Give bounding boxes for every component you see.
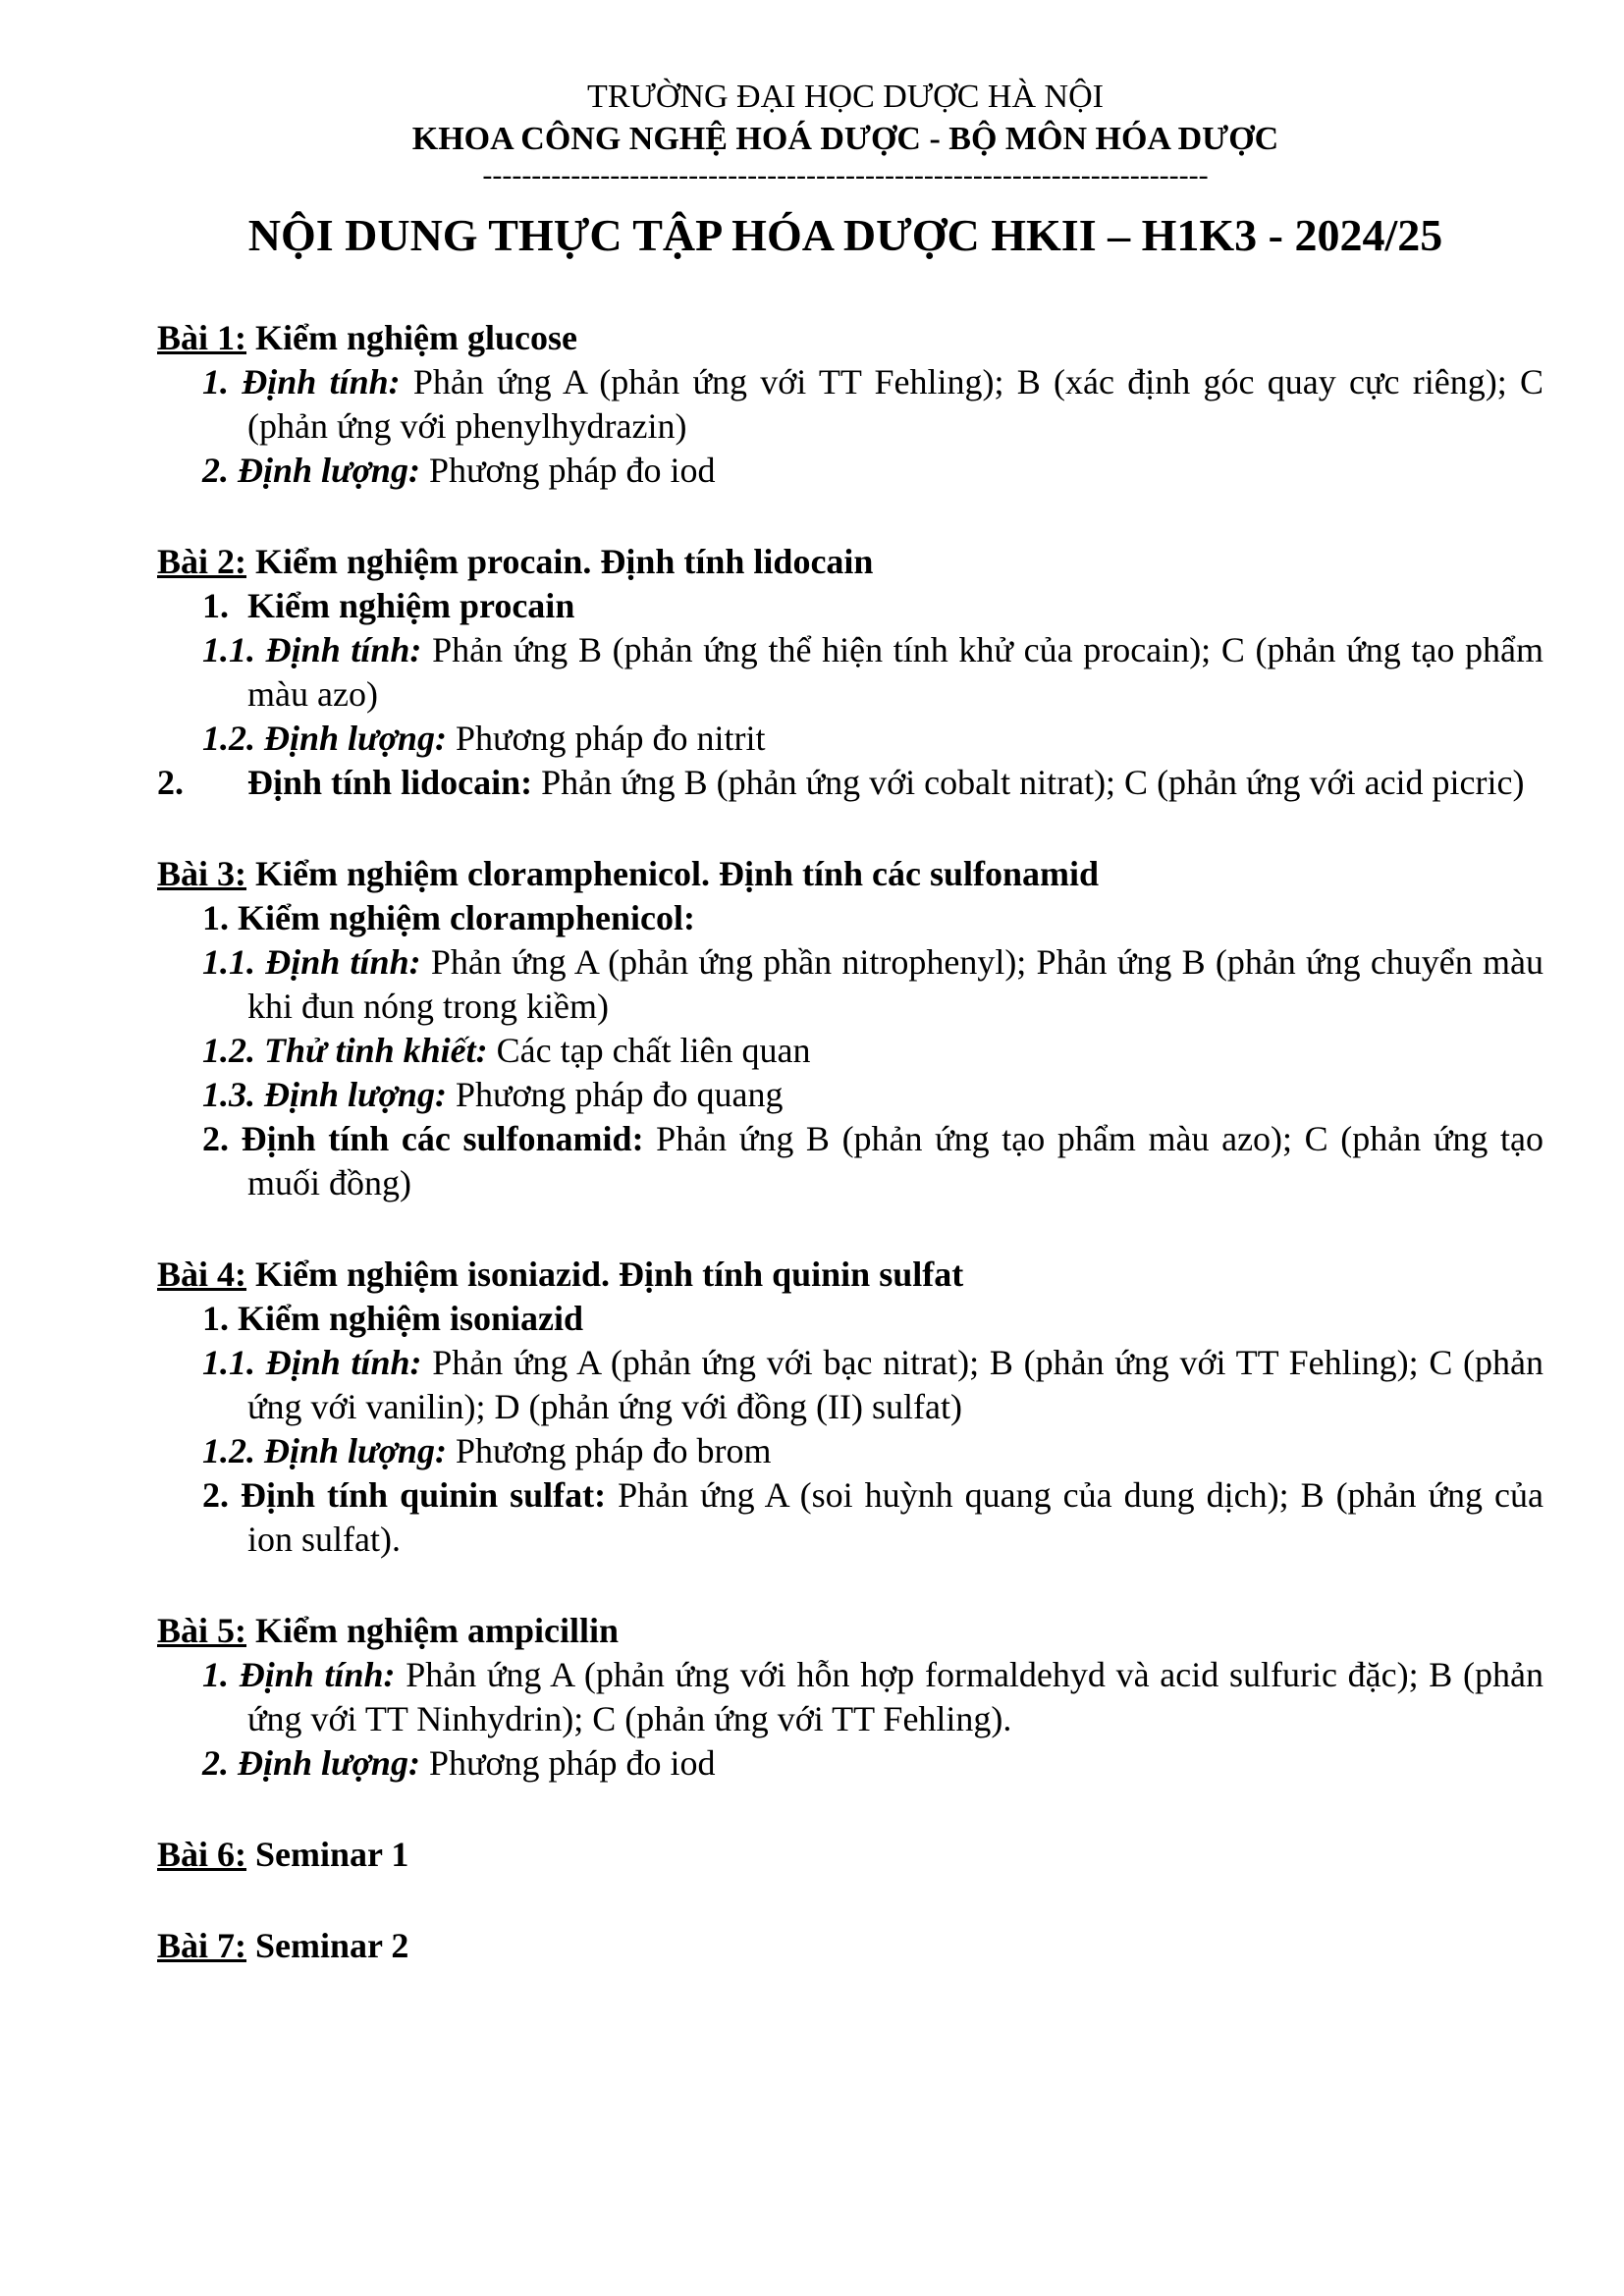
lesson-label: Bài 5: xyxy=(157,1611,247,1650)
lesson-item: 2. Định tính lidocain: Phản ứng B (phản ứng với cobalt nitrat); C (phản ứng với acid picric) xyxy=(157,763,1525,802)
lesson-item: 1.2. Thử tinh khiết: Các tạp chất liên quan xyxy=(202,1031,811,1070)
lesson-5 xyxy=(157,1609,1543,1786)
lesson-title: Kiểm nghiệm cloramphenicol. Định tính các sulfonamid xyxy=(246,854,1100,893)
lesson-item: 1.1. Định tính: Phản ứng B (phản ứng thể hiện tính khử của procain); C (phản ứng tạo phẩm màu azo) xyxy=(202,630,1543,714)
lesson-label: Bài 1: xyxy=(157,318,247,357)
lesson-item: 1.1. Định tính: Phản ứng A (phản ứng với bạc nitrat); B (phản ứng với TT Fehling); C (phản ứng với vanilin); D (phản ứng với đồng (II) sulfat) xyxy=(202,1343,1544,1426)
lesson-heading xyxy=(157,1924,1543,1968)
lesson-label: Bài 4: xyxy=(157,1255,247,1294)
lesson-label: Bài 2: xyxy=(157,542,247,581)
lesson-label: Bài 3: xyxy=(157,854,247,893)
lesson-2 xyxy=(157,540,1543,805)
lesson-heading xyxy=(157,1833,1543,1877)
lesson-heading xyxy=(157,316,1543,360)
lesson-4 xyxy=(157,1253,1543,1562)
lesson-item: 1.1. Định tính: Phản ứng A (phản ứng phần nitrophenyl); Phản ứng B (phản ứng chuyển màu khi đun nóng trong kiềm) xyxy=(202,942,1544,1026)
lesson-title: Kiểm nghiệm ampicillin xyxy=(246,1611,620,1650)
lesson-heading xyxy=(157,1253,1543,1297)
lesson-title: Kiểm nghiệm isoniazid. Định tính quinin sulfat xyxy=(246,1255,964,1294)
lesson-item: 1.3. Định lượng: Phương pháp đo quang xyxy=(202,1075,784,1114)
faculty-department: KHOA CÔNG NGHỆ HOÁ DƯỢC - BỘ MÔN HÓA DƯỢC xyxy=(411,121,1279,157)
lesson-3 xyxy=(157,852,1543,1205)
lesson-heading xyxy=(157,1609,1543,1653)
lesson-item: 1. Kiểm nghiệm cloramphenicol: xyxy=(202,898,695,937)
lesson-item: 1. Định tính: Phản ứng A (phản ứng với TT Fehling); B (xác định góc quay cực riêng); C (phản ứng với phenylhydrazin) xyxy=(202,362,1544,446)
lesson-1 xyxy=(157,316,1543,493)
lesson-heading xyxy=(157,540,1543,584)
lesson-title: Kiểm nghiệm glucose xyxy=(246,318,577,357)
lesson-heading xyxy=(157,852,1543,896)
lesson-item: 1. Kiểm nghiệm isoniazid xyxy=(202,1299,584,1338)
lesson-title: Kiểm nghiệm procain. Định tính lidocain xyxy=(246,542,874,581)
lesson-title: Seminar 2 xyxy=(246,1926,409,1965)
lesson-item: 2. Định lượng: Phương pháp đo iod xyxy=(202,451,716,490)
lesson-item: 1. Kiểm nghiệm procain xyxy=(202,586,575,625)
lesson-item: 2. Định tính các sulfonamid: Phản ứng B (phản ứng tạo phẩm màu azo); C (phản ứng tạo muối đồng) xyxy=(202,1119,1543,1202)
lesson-7 xyxy=(157,1924,1543,1968)
lesson-item: 1.2. Định lượng: Phương pháp đo brom xyxy=(202,1431,772,1470)
lesson-label: Bài 6: xyxy=(157,1835,247,1874)
lesson-item: 2. Định lượng: Phương pháp đo iod xyxy=(202,1743,716,1783)
header-separator: -------------------------------------------------------------------------- xyxy=(482,161,1209,190)
lesson-item: 1. Định tính: Phản ứng A (phản ứng với hỗn hợp formaldehyd và acid sulfuric đặc); B (phản ứng với TT Ninhydrin); C (phản ứng với TT Fehling). xyxy=(202,1655,1543,1738)
lesson-6 xyxy=(157,1833,1543,1877)
lesson-item: 1.2. Định lượng: Phương pháp đo nitrit xyxy=(202,719,766,758)
lesson-label: Bài 7: xyxy=(157,1926,247,1965)
document-title: NỘI DUNG THỰC TẬP HÓA DƯỢC HKII – H1K3 - 2024/25 xyxy=(247,210,1443,260)
university-name: TRƯỜNG ĐẠI HỌC DƯỢC HÀ NỘI xyxy=(587,79,1104,115)
document-header xyxy=(147,77,1543,263)
lesson-item: 2. Định tính quinin sulfat: Phản ứng A (soi huỳnh quang của dung dịch); B (phản ứng của ion sulfat). xyxy=(202,1475,1543,1559)
lesson-title: Seminar 1 xyxy=(246,1835,409,1874)
